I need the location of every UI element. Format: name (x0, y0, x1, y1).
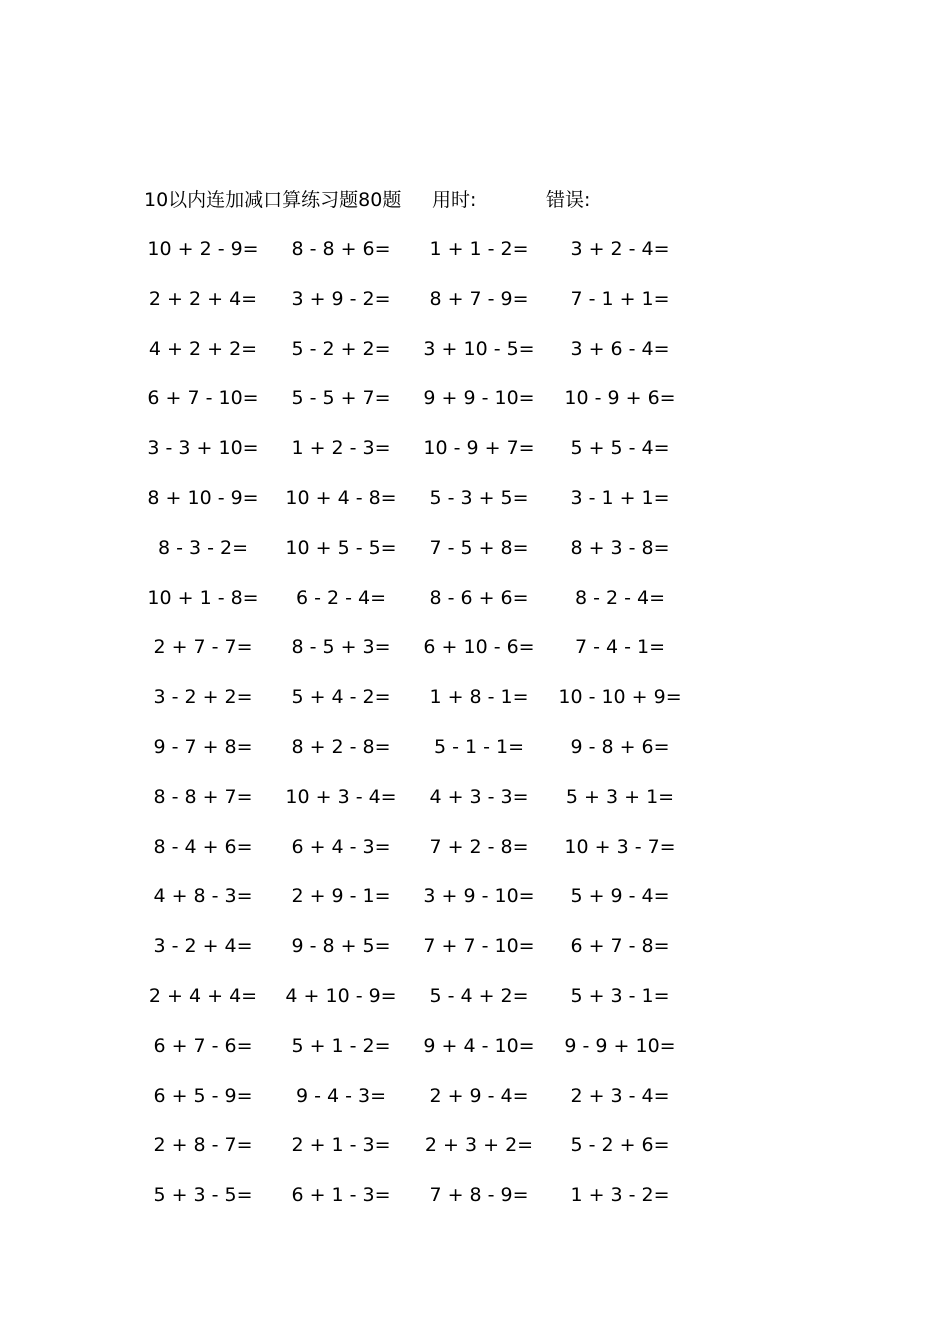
problem-item: 3 - 1 + 1= (570, 487, 670, 509)
problem-item: 3 - 2 + 2= (153, 686, 253, 709)
problem-row (0, 336, 950, 362)
problem-row (0, 734, 950, 760)
problem-item: 10 + 3 - 7= (564, 835, 676, 858)
problem-item: 4 + 3 - 3= (429, 785, 529, 808)
problem-item: 8 - 6 + 6= (429, 586, 529, 609)
problem-item: 6 + 10 - 6= (423, 636, 535, 659)
problem-item: 5 + 3 - 5= (153, 1184, 253, 1207)
problem-item: 2 + 3 + 2= (424, 1134, 534, 1157)
problem-row (0, 585, 950, 611)
problem-item: 7 - 1 + 1= (570, 287, 670, 310)
problem-item: 3 + 9 - 2= (291, 287, 391, 310)
problem-item: 7 + 8 - 9= (429, 1184, 529, 1207)
problem-item: 3 + 2 - 4= (570, 238, 670, 260)
problem-item: 9 - 7 + 8= (153, 736, 253, 758)
problem-item: 1 + 8 - 1= (429, 686, 529, 709)
problem-item: 8 - 8 + 7= (153, 785, 253, 808)
problem-item: 10 - 9 + 7= (423, 437, 535, 460)
problem-item: 8 + 2 - 8= (291, 736, 391, 758)
problem-item: 8 - 4 + 6= (153, 835, 253, 858)
problem-item: 6 + 7 - 8= (570, 935, 670, 958)
problem-item: 8 - 8 + 6= (291, 238, 391, 260)
problem-item: 9 - 4 - 3= (295, 1084, 387, 1107)
problem-item: 6 + 4 - 3= (291, 835, 391, 858)
problem-item: 8 + 7 - 9= (429, 287, 529, 310)
problem-row (0, 883, 950, 909)
problem-item: 2 + 9 - 1= (291, 885, 391, 908)
problem-item: 6 + 1 - 3= (291, 1184, 391, 1207)
problem-item: 5 - 2 + 6= (570, 1134, 670, 1157)
problem-item: 2 + 3 - 4= (570, 1084, 670, 1107)
problem-item: 3 - 2 + 4= (153, 935, 253, 958)
problem-item: 5 - 4 + 2= (429, 985, 529, 1007)
problem-item: 10 - 9 + 6= (564, 387, 676, 410)
problem-item: 5 + 9 - 4= (570, 885, 670, 908)
problem-item: 5 + 4 - 2= (291, 686, 391, 709)
problem-row (0, 684, 950, 710)
problem-item: 4 + 10 - 9= (285, 985, 397, 1007)
problem-row (0, 236, 950, 262)
problem-item: 7 - 5 + 8= (429, 536, 529, 559)
problem-item: 5 + 3 - 1= (570, 985, 670, 1007)
problem-item: 1 + 3 - 2= (570, 1184, 670, 1207)
problem-item: 3 + 6 - 4= (570, 337, 670, 360)
problem-item: 10 + 2 - 9= (147, 238, 259, 260)
problem-item: 2 + 2 + 4= (148, 287, 258, 310)
problem-row (0, 983, 950, 1009)
problem-item: 8 - 2 - 4= (574, 586, 666, 609)
problem-item: 2 + 8 - 7= (153, 1134, 253, 1157)
problem-item: 10 + 3 - 4= (285, 785, 397, 808)
problem-item: 3 + 10 - 5= (423, 337, 535, 360)
problem-item: 5 - 3 + 5= (429, 487, 529, 509)
problem-row (0, 485, 950, 511)
problem-item: 5 - 1 - 1= (433, 736, 525, 758)
problem-row (0, 435, 950, 461)
problem-item: 6 - 2 - 4= (295, 586, 387, 609)
problem-row (0, 834, 950, 860)
problem-row (0, 1083, 950, 1109)
problem-item: 6 + 5 - 9= (153, 1084, 253, 1107)
problem-item: 5 + 1 - 2= (291, 1034, 391, 1057)
problem-item: 9 - 8 + 6= (570, 736, 670, 758)
problem-item: 3 - 3 + 10= (147, 437, 259, 460)
worksheet-title: 10以内连加减口算练习题80题 (144, 189, 402, 211)
problem-item: 4 + 8 - 3= (153, 885, 253, 908)
problem-item: 2 + 4 + 4= (148, 985, 258, 1007)
problem-row (0, 1182, 950, 1208)
problem-item: 8 - 5 + 3= (291, 636, 391, 659)
problem-item: 2 + 1 - 3= (291, 1134, 391, 1157)
problem-item: 7 + 2 - 8= (429, 835, 529, 858)
problem-item: 4 + 2 + 2= (148, 337, 258, 360)
problem-item: 5 + 5 - 4= (570, 437, 670, 460)
problem-grid (0, 236, 950, 1236)
problem-item: 2 + 7 - 7= (153, 636, 253, 659)
problem-item: 10 + 1 - 8= (147, 586, 259, 609)
error-count-label: 错误: (546, 189, 591, 211)
problem-item: 7 + 7 - 10= (423, 935, 535, 958)
problem-row (0, 535, 950, 561)
problem-item: 3 + 9 - 10= (423, 885, 535, 908)
problem-item: 9 + 4 - 10= (423, 1034, 535, 1057)
problem-item: 1 + 1 - 2= (429, 238, 529, 260)
problem-item: 10 + 5 - 5= (285, 536, 397, 559)
problem-item: 8 + 3 - 8= (570, 536, 670, 559)
problem-item: 9 - 8 + 5= (291, 935, 391, 958)
problem-row (0, 933, 950, 959)
problem-item: 5 + 3 + 1= (565, 785, 675, 808)
problem-row (0, 286, 950, 312)
time-used-label: 用时: (432, 189, 477, 211)
problem-row (0, 385, 950, 411)
problem-item: 7 - 4 - 1= (574, 636, 666, 659)
problem-item: 10 + 4 - 8= (285, 487, 397, 509)
problem-item: 10 - 10 + 9= (558, 686, 682, 709)
problem-item: 2 + 9 - 4= (429, 1084, 529, 1107)
problem-item: 5 - 5 + 7= (291, 387, 391, 410)
problem-item: 5 - 2 + 2= (291, 337, 391, 360)
problem-row (0, 784, 950, 810)
problem-item: 6 + 7 - 10= (147, 387, 259, 410)
problem-item: 9 - 9 + 10= (564, 1034, 676, 1057)
problem-item: 8 - 3 - 2= (157, 536, 249, 559)
worksheet-header (144, 186, 664, 214)
problem-row (0, 634, 950, 660)
problem-item: 8 + 10 - 9= (147, 487, 259, 509)
problem-row (0, 1132, 950, 1158)
problem-row (0, 1033, 950, 1059)
problem-item: 1 + 2 - 3= (291, 437, 391, 460)
problem-item: 6 + 7 - 6= (153, 1034, 253, 1057)
problem-item: 9 + 9 - 10= (423, 387, 535, 410)
